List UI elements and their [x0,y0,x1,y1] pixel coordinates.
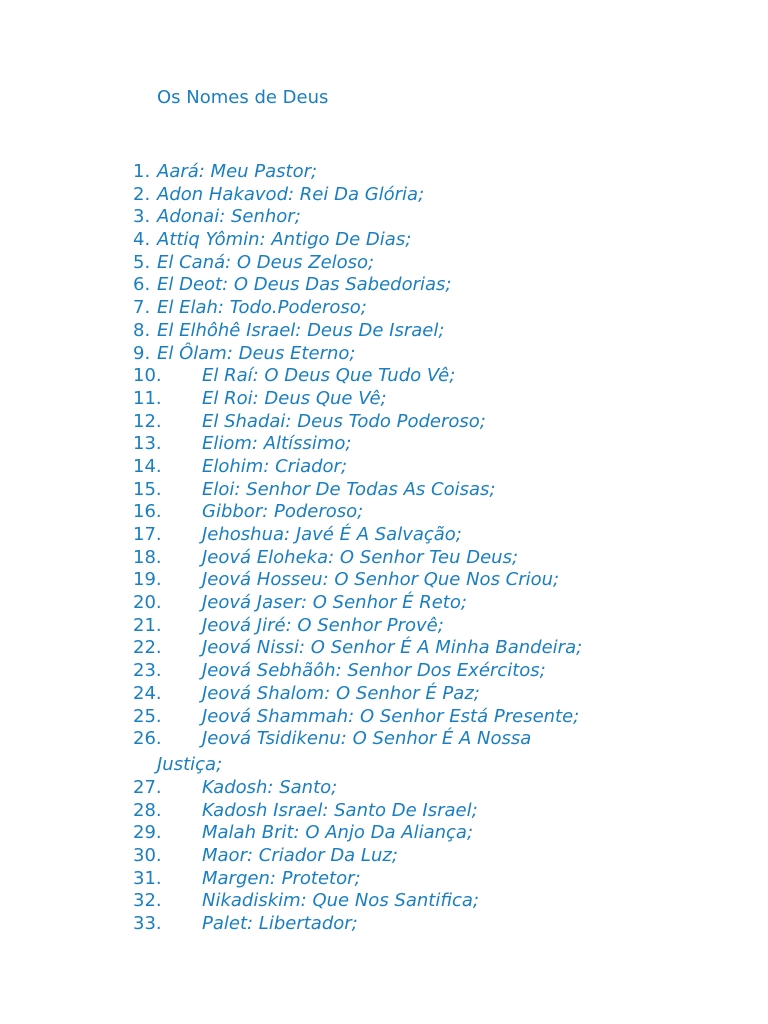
list-item-number: 3. [133,206,151,228]
list-item-number: 29. [133,822,162,844]
list-item [0,274,768,297]
list-item [0,615,768,638]
list-item-text: El Roi: Deus Que Vê; [202,387,387,409]
list-item [0,800,768,823]
list-item-number: 15. [133,478,162,500]
list-item [0,890,768,913]
list-item-number: 33. [133,913,162,934]
list-item-text: El Elah: Todo.Poderoso; [157,297,367,319]
list-item-number: 30. [133,844,162,866]
list-item-number: 16. [133,501,162,523]
list-item-text: Kadosh: Santo; [202,776,338,798]
list-item-text: Jeová Hosseu: O Senhor Que Nos Criou; [202,569,560,591]
list-item-number: 21. [133,614,162,636]
list-item [0,297,768,320]
list-item [0,683,768,706]
list-item-text: Elohim: Criador; [202,455,348,477]
list-item [0,501,768,524]
list-item [0,728,768,751]
list-item-text: Adonai: Senhor; [157,206,301,228]
list-item-text: Jeová Jiré: O Senhor Provê; [202,614,444,636]
list-item-text: Jeová Eloheka: O Senhor Teu Deus; [202,546,519,568]
list-item-text: Adon Hakavod: Rei Da Glória; [157,183,425,205]
list-item-number: 25. [133,705,162,727]
list-item [0,524,768,547]
list-item-text: El Ôlam: Deus Eterno; [157,342,356,364]
list-item [0,320,768,343]
list-item [0,637,768,660]
list-item-text: Eloi: Senhor De Todas As Coisas; [202,478,496,500]
list-item-number: 17. [133,524,162,545]
list-item [0,479,768,502]
list-item-text: Jehoshua: Javé É A Salvação; [202,524,462,545]
list-item-text: Malah Brit: O Anjo Da Aliança; [202,822,474,844]
list-item [0,660,768,683]
list-item-text: Margen: Protetor; [202,867,361,889]
list-item [0,868,768,891]
list-item-text: El Raí: O Deus Que Tudo Vê; [202,365,456,387]
list-item-text: Jeová Nissi: O Senhor É A Minha Bandeira; [202,637,583,659]
list-item-number: 27. [133,776,162,798]
list-item-number: 14. [133,455,162,477]
list-item-number: 6. [133,274,151,296]
list-item-number: 10. [133,365,162,387]
list-item [0,252,768,275]
list-item-text: El Deot: O Deus Das Sabedorias; [157,274,452,296]
list-item [0,161,768,184]
list-item-text: Jeová Sebhãôh: Senhor Dos Exércitos; [202,660,546,682]
list-item-text: El Elhôhê Israel: Deus De Israel; [157,319,445,341]
list-item [0,456,768,479]
list-item-text: Jeová Shalom: O Senhor É Paz; [202,682,480,704]
list-item-number: 1. [133,161,151,182]
list-item-text: Aará: Meu Pastor; [157,161,318,182]
list-item-number: 13. [133,433,162,455]
list-item-number: 9. [133,342,151,364]
list-item-text: El Caná: O Deus Zeloso; [157,251,375,273]
list-item-text: Maor: Criador Da Luz; [202,844,398,866]
list-item-number: 23. [133,660,162,682]
list-item-text: Nikadiskim: Que Nos Santifica; [202,890,479,912]
list-item [0,411,768,434]
list-item-number: 18. [133,546,162,568]
list-item [0,777,768,800]
list-item [0,433,768,456]
list-item-text: Attiq Yômin: Antigo De Dias; [157,229,412,251]
list-item-text: Kadosh Israel: Santo De Israel; [202,799,478,821]
list-item [0,706,768,729]
list-item [0,229,768,252]
list-item [0,547,768,570]
list-item [0,913,768,936]
list-item [0,206,768,229]
list-item [0,592,768,615]
list-item [0,569,768,592]
list-item-number: 31. [133,867,162,889]
list-item-text: Eliom: Altíssimo; [202,433,352,455]
list-item [0,388,768,411]
list-item-number: 28. [133,799,162,821]
list-item-text: El Shadai: Deus Todo Poderoso; [202,410,486,432]
list-item-number: 22. [133,637,162,659]
list-item-text: Jeová Shammah: O Senhor Está Presente; [202,705,580,727]
list-item-number: 4. [133,229,151,251]
list-item-number: 32. [133,890,162,912]
list-item-number: 2. [133,183,151,205]
list-item-number: 12. [133,410,162,432]
list-item-continuation-text: Justiça; [157,753,223,775]
list-item-text: Palet: Libertador; [202,913,358,934]
list-item-number: 11. [133,387,162,409]
names-list [0,161,768,936]
list-item-text: Jeová Tsidikenu: O Senhor É A Nossa [202,728,532,750]
list-item-number: 5. [133,251,151,273]
list-item [0,184,768,207]
list-item-number: 8. [133,319,151,341]
list-item [0,845,768,868]
list-item [0,365,768,388]
document-title: Os Nomes de Deus [157,87,329,108]
list-item-number: 26. [133,728,162,750]
list-item-number: 7. [133,297,151,319]
list-item [0,343,768,366]
list-item-continuation [0,751,768,777]
list-item [0,822,768,845]
list-item-text: Gibbor: Poderoso; [202,501,364,523]
list-item-number: 19. [133,569,162,591]
list-item-number: 20. [133,592,162,614]
list-item-number: 24. [133,682,162,704]
list-item-text: Jeová Jaser: O Senhor É Reto; [202,592,467,614]
